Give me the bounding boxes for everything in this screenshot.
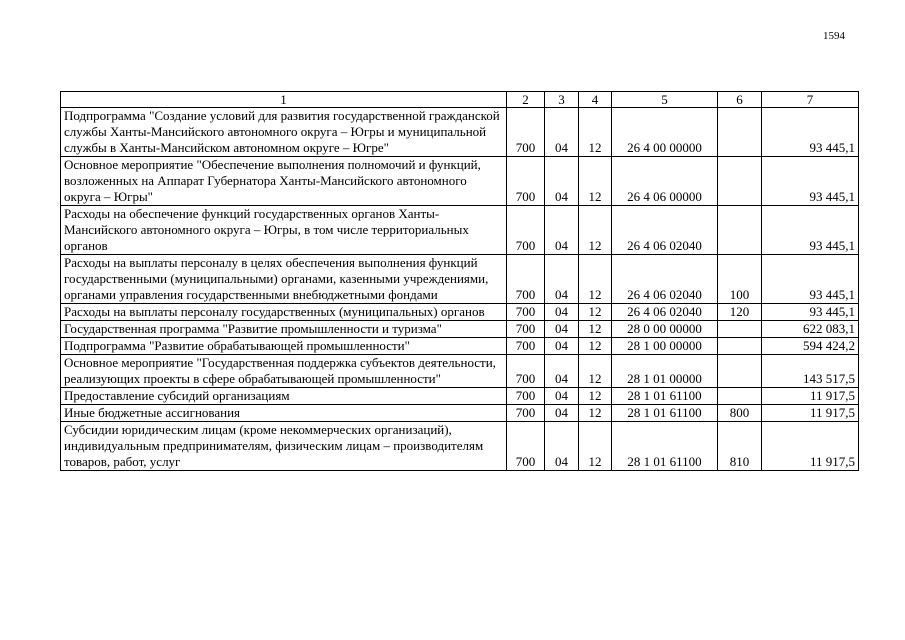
row-col-4: 12: [579, 338, 612, 355]
table-row: [61, 255, 859, 304]
row-col-7: 11 917,5: [762, 388, 859, 405]
table-row: [61, 157, 859, 206]
row-col-5: 28 1 01 61100: [612, 388, 718, 405]
page-number: 1594: [823, 30, 845, 42]
row-name: Иные бюджетные ассигнования: [61, 405, 507, 422]
row-col-7: 93 445,1: [762, 206, 859, 255]
row-col-2: 700: [507, 338, 545, 355]
row-col-4: 12: [579, 405, 612, 422]
table-row: [61, 304, 859, 321]
row-col-7: 11 917,5: [762, 405, 859, 422]
table-row: [61, 355, 859, 388]
header-col-6: 6: [718, 92, 762, 108]
row-name: Основное мероприятие "Государственная поддержка субъектов деятельности, реализующих проекты в сфере обрабатывающей промышленности": [61, 355, 507, 388]
row-col-3: 04: [545, 108, 579, 157]
row-col-4: 12: [579, 304, 612, 321]
row-col-3: 04: [545, 255, 579, 304]
row-col-7: 11 917,5: [762, 422, 859, 471]
row-col-5: 28 1 01 00000: [612, 355, 718, 388]
row-col-4: 12: [579, 355, 612, 388]
row-col-3: 04: [545, 304, 579, 321]
header-col-3: 3: [545, 92, 579, 108]
row-name: Субсидии юридическим лицам (кроме некоммерческих организаций), индивидуальным предпринимателям, физическим лицам – производителям товаров, работ, услуг: [61, 422, 507, 471]
row-col-3: 04: [545, 321, 579, 338]
row-col-7: 93 445,1: [762, 157, 859, 206]
row-name: Основное мероприятие "Обеспечение выполнения полномочий и функций, возложенных на Аппарат Губернатора Ханты-Мансийского автономного округа – Югры": [61, 157, 507, 206]
row-col-5: 28 1 01 61100: [612, 405, 718, 422]
row-col-4: 12: [579, 388, 612, 405]
row-name: Предоставление субсидий организациям: [61, 388, 507, 405]
row-col-3: 04: [545, 422, 579, 471]
budget-table: [60, 91, 859, 471]
row-col-4: 12: [579, 206, 612, 255]
row-name: Государственная программа "Развитие промышленности и туризма": [61, 321, 507, 338]
table-row: [61, 422, 859, 471]
row-col-5: 26 4 06 00000: [612, 157, 718, 206]
row-col-7: 93 445,1: [762, 255, 859, 304]
row-col-2: 700: [507, 388, 545, 405]
row-col-3: 04: [545, 338, 579, 355]
row-col-7: 594 424,2: [762, 338, 859, 355]
table-row: [61, 338, 859, 355]
row-col-5: 28 1 01 61100: [612, 422, 718, 471]
row-name: Подпрограмма "Создание условий для развития государственной гражданской службы Ханты-Мансийского автономного округа – Югры и муниципальной службы в Ханты-Мансийском автономном округе – Югре": [61, 108, 507, 157]
row-col-6: [718, 355, 762, 388]
row-col-4: 12: [579, 422, 612, 471]
row-col-7: 143 517,5: [762, 355, 859, 388]
row-col-5: 26 4 06 02040: [612, 206, 718, 255]
row-name: Расходы на выплаты персоналу государственных (муниципальных) органов: [61, 304, 507, 321]
row-col-6: [718, 108, 762, 157]
header-col-7: 7: [762, 92, 859, 108]
row-col-6: [718, 157, 762, 206]
row-col-4: 12: [579, 157, 612, 206]
row-col-7: 93 445,1: [762, 304, 859, 321]
row-col-4: 12: [579, 321, 612, 338]
row-col-6: 120: [718, 304, 762, 321]
row-col-5: 26 4 06 02040: [612, 255, 718, 304]
header-row: [61, 92, 859, 108]
row-col-2: 700: [507, 108, 545, 157]
header-col-4: 4: [579, 92, 612, 108]
row-col-6: 810: [718, 422, 762, 471]
row-col-6: [718, 206, 762, 255]
row-col-3: 04: [545, 355, 579, 388]
row-col-6: 800: [718, 405, 762, 422]
row-col-2: 700: [507, 321, 545, 338]
row-name: Подпрограмма "Развитие обрабатывающей промышленности": [61, 338, 507, 355]
row-col-5: 28 1 00 00000: [612, 338, 718, 355]
row-col-3: 04: [545, 388, 579, 405]
row-col-7: 93 445,1: [762, 108, 859, 157]
row-name: Расходы на выплаты персоналу в целях обеспечения выполнения функций государственными (муниципальными) органами, казенными учреждениями, органами управления государственными внебюджетными фондами: [61, 255, 507, 304]
row-col-3: 04: [545, 405, 579, 422]
header-col-5: 5: [612, 92, 718, 108]
table-row: [61, 206, 859, 255]
row-col-2: 700: [507, 255, 545, 304]
row-col-6: [718, 338, 762, 355]
row-col-2: 700: [507, 405, 545, 422]
row-col-5: 28 0 00 00000: [612, 321, 718, 338]
row-col-4: 12: [579, 255, 612, 304]
header-col-2: 2: [507, 92, 545, 108]
header-col-1: 1: [61, 92, 507, 108]
row-col-3: 04: [545, 157, 579, 206]
row-col-5: 26 4 00 00000: [612, 108, 718, 157]
table-row: [61, 321, 859, 338]
row-col-2: 700: [507, 355, 545, 388]
row-col-5: 26 4 06 02040: [612, 304, 718, 321]
row-col-7: 622 083,1: [762, 321, 859, 338]
row-col-6: 100: [718, 255, 762, 304]
table-row: [61, 405, 859, 422]
row-col-2: 700: [507, 422, 545, 471]
row-col-2: 700: [507, 206, 545, 255]
table-row: [61, 388, 859, 405]
row-col-6: [718, 388, 762, 405]
row-col-3: 04: [545, 206, 579, 255]
row-col-6: [718, 321, 762, 338]
row-col-2: 700: [507, 157, 545, 206]
row-col-2: 700: [507, 304, 545, 321]
row-name: Расходы на обеспечение функций государственных органов Ханты-Мансийского автономного округа – Югры, в том числе территориальных органов: [61, 206, 507, 255]
row-col-4: 12: [579, 108, 612, 157]
table-row: [61, 108, 859, 157]
